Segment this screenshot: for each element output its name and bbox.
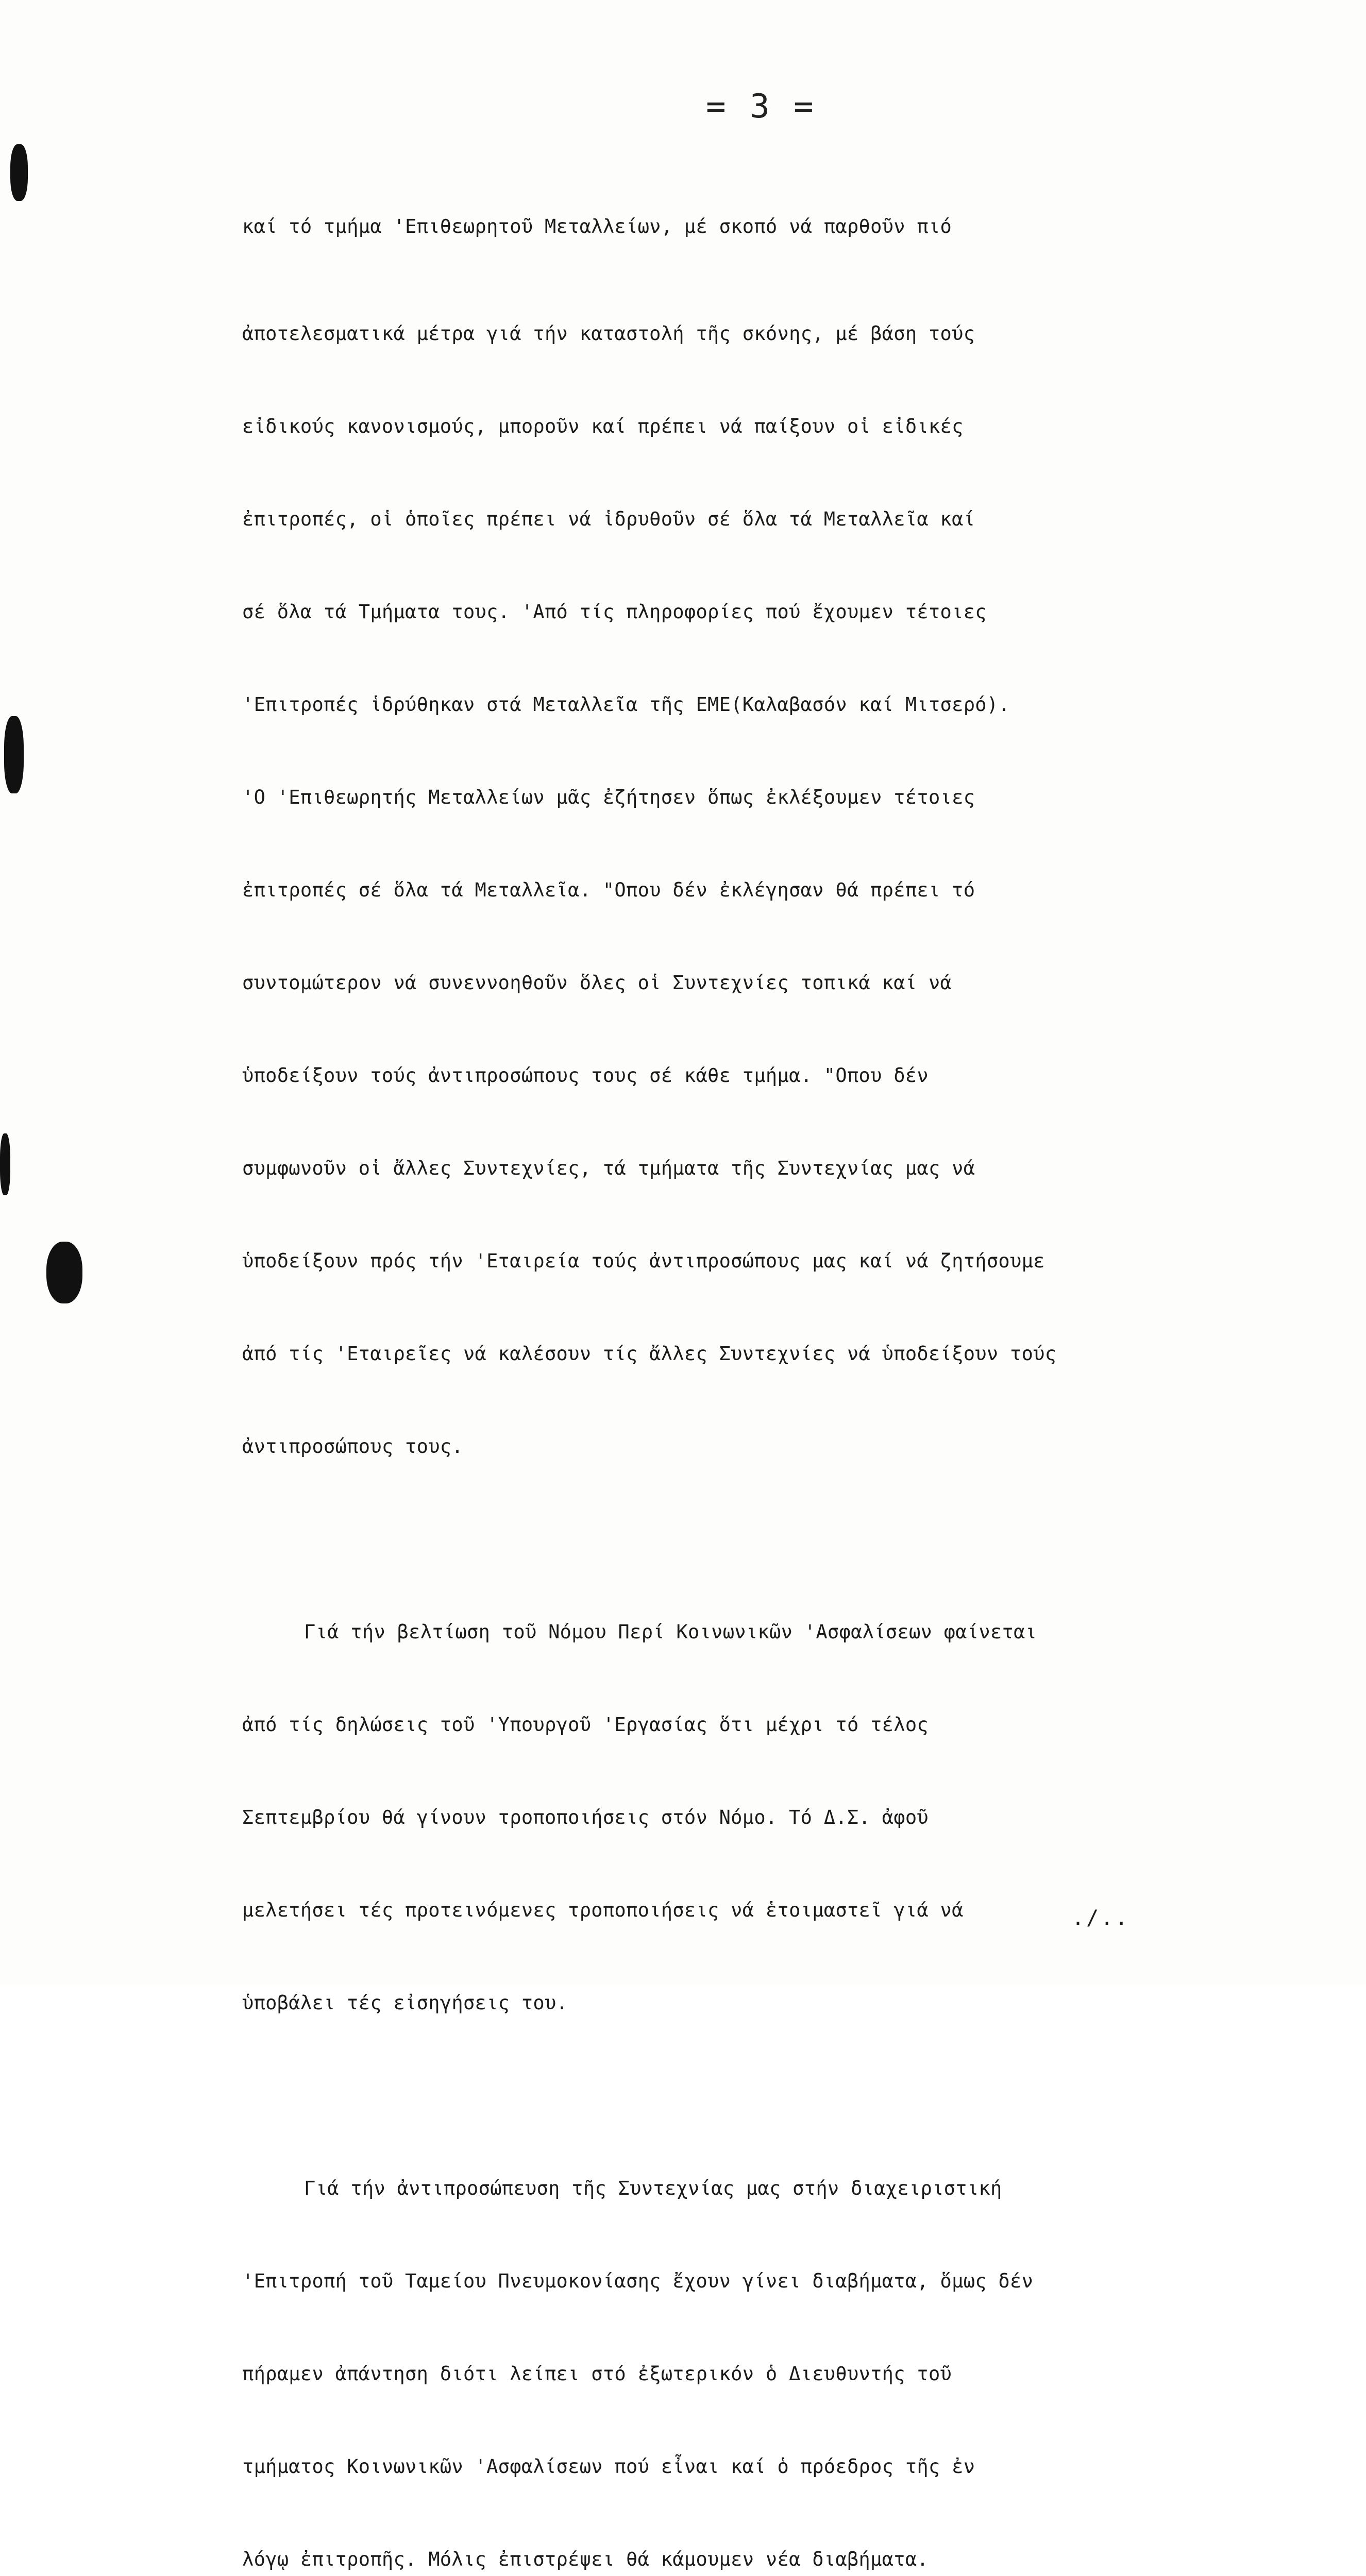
text-line: Σεπτεμβρίου θά γίνουν τροποποιήσεις στόν Νόμο. Τό Δ.Σ. ἀφοῦ xyxy=(242,1806,929,1828)
text-line: ὑποδείξουν πρός τήν 'Εταιρεία τούς ἀντιπροσώπους μας καί νά ζητήσουμε xyxy=(242,1250,1045,1272)
text-line: ἀπό τίς δηλώσεις τοῦ 'Υπουργοῦ 'Εργασίας ὅτι μέχρι τό τέλος xyxy=(242,1714,929,1736)
scan-edge-mark xyxy=(46,1242,82,1303)
text-line: εἰδικούς κανονισμούς, μποροῦν καί πρέπει νά παίξουν οἱ εἰδικές xyxy=(242,415,964,437)
text-line: καί τό τμήμα 'Επιθεωρητοῦ Μεταλλείων, μέ σκοπό νά παρθοῦν πιό xyxy=(242,215,952,238)
text-line: ἀντιπροσώπους τους. xyxy=(242,1435,463,1458)
text-line: 'Επιτροπή τοῦ Ταμείου Πνευμοκονίασης ἔχουν γίνει διαβήματα, ὅμως δέν xyxy=(242,2270,1034,2292)
text-line: Γιά τήν ἀντιπροσώπευση τῆς Συντεχνίας μας στήν διαχειριστική xyxy=(304,2177,1002,2199)
text-line: 'Ο 'Επιθεωρητής Μεταλλείων μᾶς ἐζήτησεν ὅπως ἐκλέξουμεν τέτοιες xyxy=(242,786,975,808)
text-line: ἐπιτροπές σέ ὅλα τά Μεταλλεῖα. "Οπου δέν ἐκλέγησαν θά πρέπει τό xyxy=(242,879,975,901)
text-line: συντομώτερον νά συνεννοηθοῦν ὅλες οἱ Συντεχνίες τοπικά καί νά xyxy=(242,972,952,994)
text-line: ἀποτελεσματικά μέτρα γιά τήν καταστολή τῆς σκόνης, μέ βάση τούς xyxy=(242,323,975,345)
text-line: σέ ὅλα τά Τμήματα τους. 'Από τίς πληροφορίες πού ἔχουμεν τέτοιες xyxy=(242,601,987,623)
continuation-mark: ./.. xyxy=(1072,1906,1130,1930)
paragraph-social-insurance xyxy=(242,1555,1252,2080)
text-line: ἀπό τίς 'Εταιρεῖες νά καλέσουν τίς ἄλλες Συντεχνίες νά ὑποδείξουν τούς xyxy=(242,1343,1057,1365)
document-body xyxy=(242,149,1252,2576)
text-line: 'Επιτροπές ἱδρύθηκαν στά Μεταλλεῖα τῆς ΕΜΕ(Καλαβασόν καί Μιτσερό). xyxy=(242,693,1010,716)
text-line: Γιά τήν βελτίωση τοῦ Νόμου Περί Κοινωνικῶν 'Ασφαλίσεων φαίνεται xyxy=(304,1621,1037,1643)
text-line: ὑποδείξουν τούς ἀντιπροσώπους τους σέ κάθε τμήμα. "Οπου δέν xyxy=(242,1064,929,1087)
text-line: ἐπιτροπές, οἱ ὁποῖες πρέπει νά ἱδρυθοῦν σέ ὅλα τά Μεταλλεῖα καί xyxy=(242,508,975,530)
scan-edge-mark xyxy=(0,1133,10,1195)
paragraph-dust-committees xyxy=(242,149,1252,1524)
paragraph-pneumoconiosis-fund xyxy=(242,2111,1252,2576)
text-line: λόγῳ ἐπιτροπῆς. Μόλις ἐπιστρέψει θά κάμουμεν νέα διαβήματα. xyxy=(242,2548,929,2570)
text-line: πήραμεν ἀπάντηση διότι λείπει στό ἐξωτερικόν ὁ Διευθυντής τοῦ xyxy=(242,2363,952,2385)
text-line: τμήματος Κοινωνικῶν 'Ασφαλίσεων πού εἶναι καί ὁ πρόεδρος τῆς ἐν xyxy=(242,2455,975,2478)
text-line: συμφωνοῦν οἱ ἄλλες Συντεχνίες, τά τμήματα τῆς Συντεχνίας μας νά xyxy=(242,1157,975,1179)
text-line: ὑποβάλει τές εἰσηγήσεις του. xyxy=(242,1992,568,2014)
page-number: = 3 = xyxy=(706,88,816,126)
text-line: μελετήσει τές προτεινόμενες τροποποιήσεις νά ἑτοιμαστεῖ γιά νά xyxy=(242,1899,964,1921)
scan-edge-mark xyxy=(10,144,28,201)
scan-edge-mark xyxy=(4,716,24,793)
